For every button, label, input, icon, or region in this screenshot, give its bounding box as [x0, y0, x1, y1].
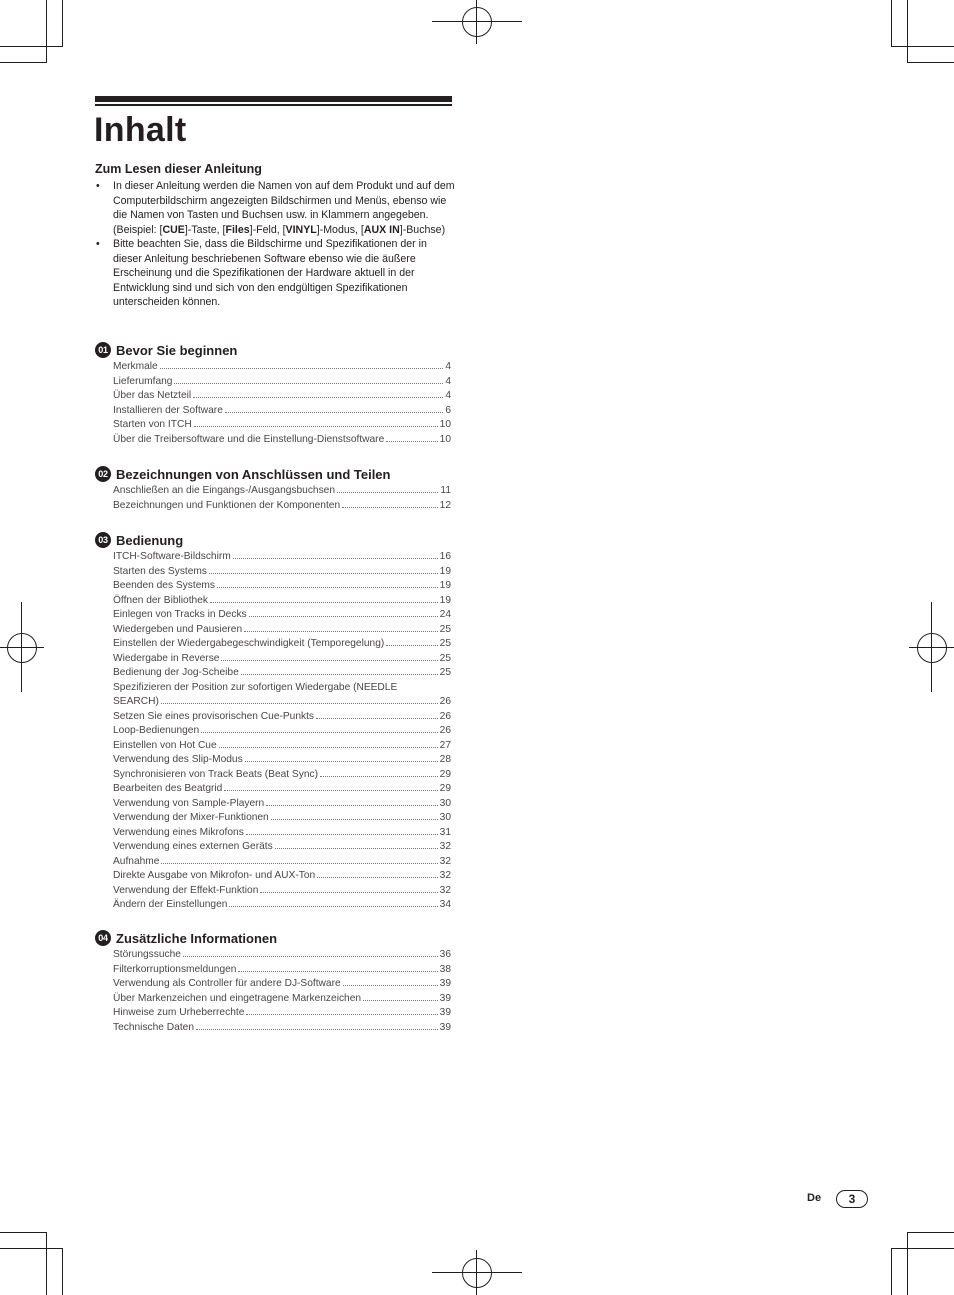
- crop-mark: [0, 46, 62, 47]
- dot-leader: [201, 732, 438, 733]
- section-heading: [95, 929, 451, 947]
- dot-leader: [225, 412, 443, 413]
- dot-leader: [219, 747, 438, 748]
- toc-list: [113, 360, 451, 447]
- toc-entry[interactable]: Einlegen von Tracks in Decks 24: [113, 609, 451, 620]
- toc-entry[interactable]: Über die Treibersoftware und die Einstellung-Dienstsoftware 10: [113, 433, 451, 445]
- toc-entry[interactable]: Loop-Bedienungen 26: [113, 725, 451, 736]
- crop-mark: [62, 1248, 63, 1295]
- toc-list: [113, 484, 451, 513]
- dot-leader: [193, 397, 443, 398]
- toc-entry[interactable]: Verwendung der Effekt-Funktion 32: [113, 884, 451, 896]
- crop-mark: [907, 62, 954, 63]
- toc-entry[interactable]: Filterkorruptionsmeldungen 38: [113, 963, 451, 975]
- section-heading: [95, 465, 451, 483]
- toc-entry-continuation: SEARCH) 26: [113, 696, 451, 707]
- dot-leader: [246, 834, 438, 835]
- toc-entry[interactable]: Installieren der Software 6: [113, 404, 451, 416]
- dot-leader: [209, 573, 438, 574]
- header-rule: [95, 104, 452, 106]
- dot-leader: [275, 848, 438, 849]
- dot-leader: [271, 819, 438, 820]
- toc-entry[interactable]: Direkte Ausgabe von Mikrofon- und AUX-Ton 32: [113, 870, 451, 881]
- toc-entry[interactable]: Verwendung des Slip-Modus 28: [113, 754, 451, 765]
- toc-entry[interactable]: Bedienung der Jog-Scheibe 25: [113, 667, 451, 678]
- crop-mark: [892, 46, 954, 47]
- section-title[interactable]: Bedienung: [116, 532, 184, 548]
- dot-leader: [233, 558, 438, 559]
- dot-leader: [244, 631, 438, 632]
- crop-mark: [907, 0, 908, 62]
- bullet-icon: •: [96, 238, 100, 250]
- crop-mark: [0, 62, 47, 63]
- dot-leader: [183, 956, 438, 957]
- list-item: • In dieser Anleitung werden die Namen von auf dem Produkt und auf dem Computerbildschirm angezeigten Bildschirmen und Menüs, ebenso wie die Namen von Tasten und Buchsen usw. in Klammern angegeben. (Beispiel: [CUE]-Taste, [Files]-Feld, [VINYL]-Modus, [AUX IN]-Buchse): [96, 180, 455, 236]
- toc-entry[interactable]: Einstellen von Hot Cue 27: [113, 739, 451, 751]
- toc-entry[interactable]: Über Markenzeichen und eingetragene Markenzeichen 39: [113, 992, 451, 1004]
- toc-entry[interactable]: Über das Netzteil 4: [113, 390, 451, 401]
- header-rule: [95, 96, 452, 102]
- dot-leader: [386, 441, 437, 442]
- reading-notes-heading: Zum Lesen dieser Anleitung: [95, 162, 262, 176]
- toc-entry[interactable]: Lieferumfang 4: [113, 375, 451, 387]
- dot-leader: [320, 776, 438, 777]
- crop-mark: [46, 0, 47, 62]
- dot-leader: [316, 718, 438, 719]
- language-code: De: [807, 1192, 822, 1204]
- section-number-badge: 01: [95, 342, 111, 358]
- toc-entry[interactable]: ITCH-Software-Bildschirm 16: [113, 551, 451, 562]
- crop-mark: [0, 1248, 62, 1249]
- dot-leader: [196, 1029, 438, 1030]
- dot-leader: [343, 985, 438, 986]
- toc-entry[interactable]: Aufnahme 32: [113, 855, 451, 867]
- registration-mark: [462, 7, 492, 37]
- dot-leader: [161, 863, 437, 864]
- crop-mark: [891, 1248, 892, 1295]
- section-number-badge: 04: [95, 930, 111, 946]
- dot-leader: [174, 383, 443, 384]
- crop-mark: [907, 1232, 954, 1233]
- toc-entry[interactable]: Starten des Systems 19: [113, 565, 451, 577]
- section-title[interactable]: Bezeichnungen von Anschlüssen und Teilen: [116, 466, 391, 482]
- dot-leader: [217, 587, 438, 588]
- dot-leader: [337, 492, 438, 493]
- toc-entry[interactable]: Anschließen an die Eingangs-/Ausgangsbuchsen 11: [113, 485, 451, 496]
- section-heading: [95, 531, 451, 549]
- dot-leader: [386, 645, 437, 646]
- dot-leader: [317, 877, 438, 878]
- toc-entry[interactable]: Wiedergeben und Pausieren 25: [113, 623, 451, 635]
- crop-mark: [0, 1232, 47, 1233]
- toc-entry[interactable]: Ändern der Einstellungen 34: [113, 899, 451, 910]
- toc-entry[interactable]: Einstellen der Wiedergabegeschwindigkeit (Temporegelung) 25: [113, 638, 451, 649]
- toc-entry[interactable]: Störungssuche 36: [113, 949, 451, 960]
- toc-entry[interactable]: Öffnen der Bibliothek 19: [113, 594, 451, 606]
- toc-entry[interactable]: Bearbeiten des Beatgrid 29: [113, 783, 451, 794]
- toc-entry[interactable]: Beenden des Systems 19: [113, 580, 451, 591]
- dot-leader: [363, 1000, 438, 1001]
- dot-leader: [194, 426, 438, 427]
- toc-entry[interactable]: Verwendung der Mixer-Funktionen 30: [113, 812, 451, 823]
- section-title[interactable]: Bevor Sie beginnen: [116, 342, 238, 358]
- dot-leader: [224, 790, 437, 791]
- registration-mark: [7, 633, 37, 663]
- toc-entry[interactable]: Technische Daten 39: [113, 1021, 451, 1033]
- registration-mark: [917, 633, 947, 663]
- toc-section-03: [95, 531, 451, 913]
- reading-notes: [95, 162, 455, 310]
- toc-entry[interactable]: Merkmale 4: [113, 361, 451, 372]
- toc-entry[interactable]: Starten von ITCH 10: [113, 419, 451, 430]
- toc-section-02: [95, 465, 451, 513]
- dot-leader: [260, 892, 437, 893]
- toc-entry[interactable]: Hinweise zum Urheberrechte 39: [113, 1007, 451, 1018]
- crop-mark: [46, 1233, 47, 1295]
- page-number: 3: [836, 1190, 868, 1208]
- toc-entry[interactable]: Synchronisieren von Track Beats (Beat Sync) 29: [113, 768, 451, 780]
- crop-mark: [891, 0, 892, 47]
- dot-leader: [342, 507, 438, 508]
- toc-section-01: [95, 341, 451, 447]
- toc-entry[interactable]: Verwendung eines Mikrofons 31: [113, 826, 451, 838]
- dot-leader: [266, 805, 437, 806]
- dot-leader: [221, 660, 437, 661]
- bullet-icon: •: [96, 180, 100, 192]
- registration-mark: [462, 1258, 492, 1288]
- dot-leader: [210, 602, 438, 603]
- section-number-badge: 02: [95, 466, 111, 482]
- toc-entry[interactable]: Verwendung als Controller für andere DJ-Software 39: [113, 978, 451, 989]
- dot-leader: [241, 674, 438, 675]
- toc-list: [113, 948, 451, 1035]
- toc-entry[interactable]: Setzen Sie eines provisorischen Cue-Punkts 26: [113, 710, 451, 722]
- toc-entry[interactable]: Verwendung eines externen Geräts 32: [113, 841, 451, 852]
- dot-leader: [245, 761, 438, 762]
- dot-leader: [249, 616, 438, 617]
- dot-leader: [161, 703, 438, 704]
- toc-entry[interactable]: Verwendung von Sample-Playern 30: [113, 797, 451, 809]
- dot-leader: [238, 971, 437, 972]
- crop-mark: [907, 1233, 908, 1295]
- section-number-badge: 03: [95, 532, 111, 548]
- toc-list: [113, 550, 451, 913]
- section-title[interactable]: Zusätzliche Informationen: [116, 930, 278, 946]
- reading-notes-list: [95, 179, 455, 310]
- toc-entry[interactable]: Wiedergabe in Reverse 25: [113, 652, 451, 664]
- toc-section-04: [95, 929, 451, 1035]
- crop-mark: [892, 1248, 954, 1249]
- list-item: • Bitte beachten Sie, dass die Bildschirme und Spezifikationen der in dieser Anleitung beschriebenen Software ebenso wie die äußere Erscheinung und die Spezifikationen der Hardware aktuell in der Entwicklung sind und sich von den endgültigen Spezifikationen unterscheiden können.: [96, 238, 427, 308]
- toc-entry[interactable]: Spezifizieren der Position zur sofortigen Wiedergabe (NEEDLE SEARCH) 26: [113, 681, 451, 710]
- dot-leader: [160, 368, 444, 369]
- crop-mark: [62, 0, 63, 47]
- section-heading: [95, 341, 451, 359]
- dot-leader: [229, 906, 437, 907]
- toc-entry[interactable]: Bezeichnungen und Funktionen der Komponenten 12: [113, 499, 451, 511]
- page-title: Inhalt: [94, 111, 187, 149]
- dot-leader: [246, 1014, 437, 1015]
